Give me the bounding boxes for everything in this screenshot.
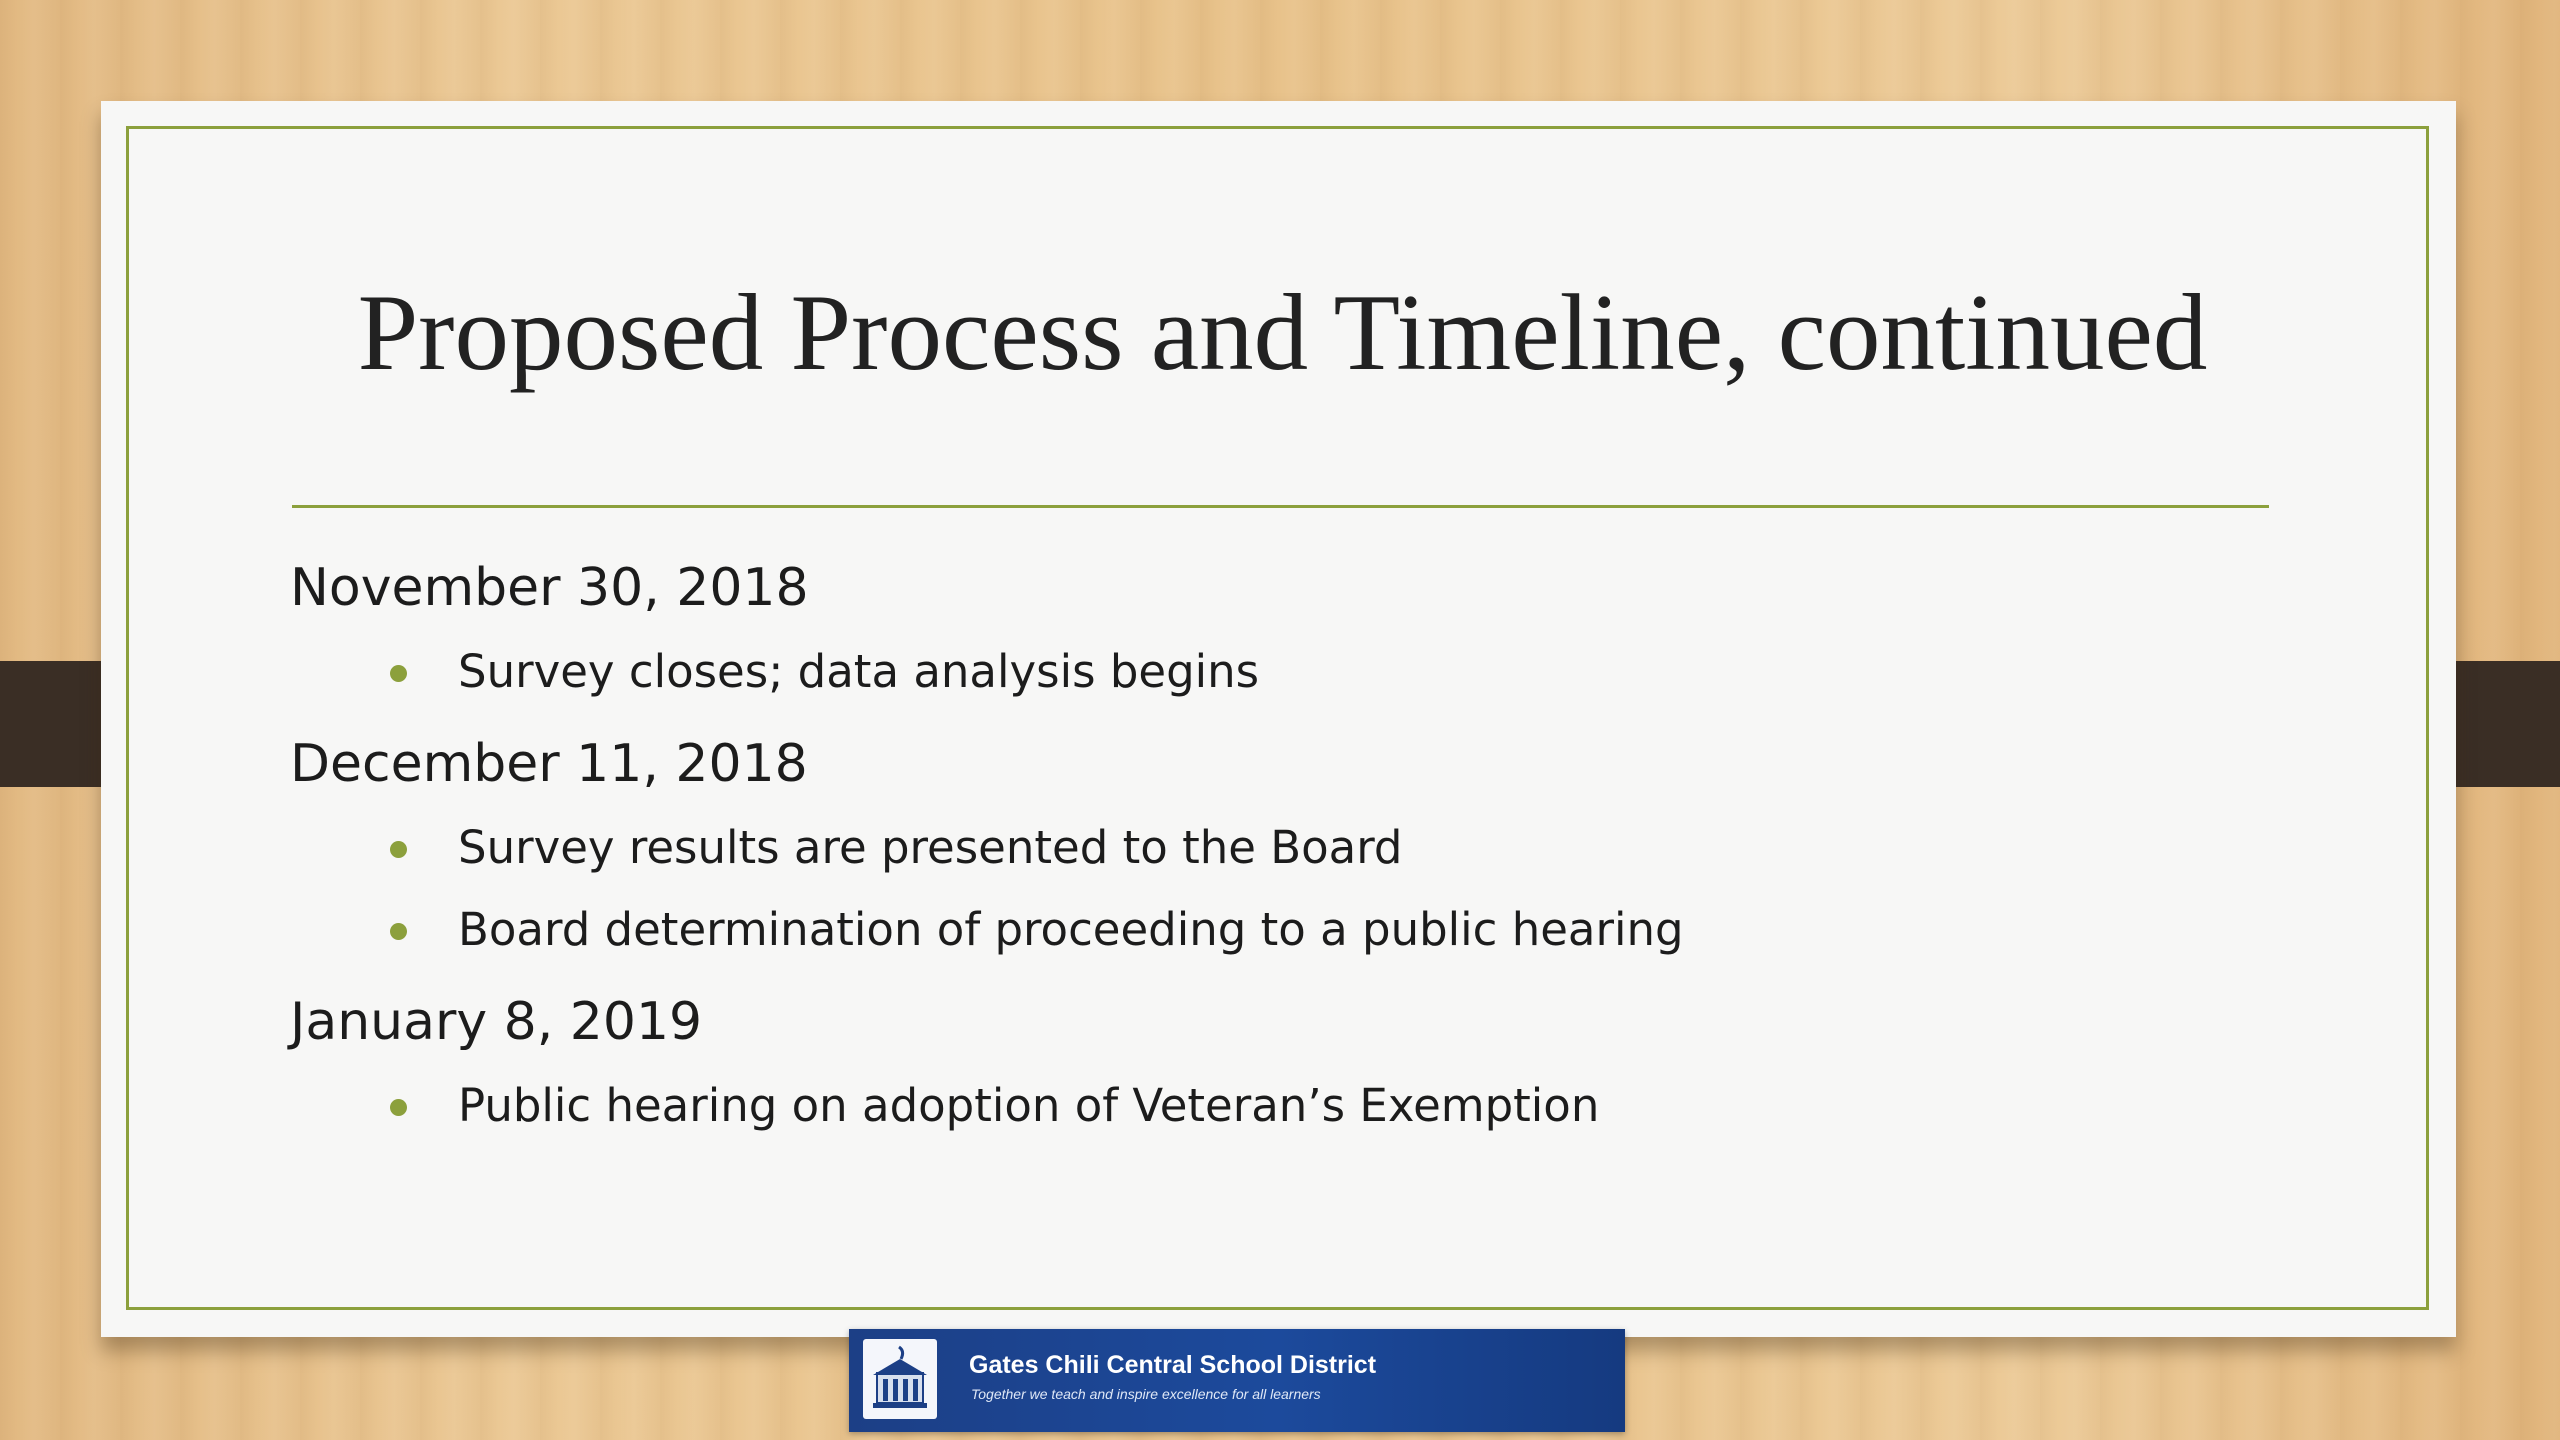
title-divider bbox=[292, 505, 2269, 508]
district-name: Gates Chili Central School District bbox=[969, 1351, 1377, 1379]
bullet-dot-icon bbox=[390, 923, 407, 940]
bullet-item bbox=[290, 1072, 2190, 1140]
timeline bbox=[290, 548, 2190, 1158]
bullet-list bbox=[290, 1072, 2190, 1140]
bullet-item bbox=[290, 896, 2190, 964]
bullet-text: Survey results are presented to the Board bbox=[458, 821, 1403, 874]
bullet-list bbox=[290, 638, 2190, 706]
bullet-item bbox=[290, 814, 2190, 882]
school-building-icon bbox=[863, 1339, 937, 1419]
timeline-date: January 8, 2019 bbox=[290, 992, 703, 1052]
timeline-date: December 11, 2018 bbox=[290, 734, 808, 794]
bullet-text: Board determination of proceeding to a public hearing bbox=[458, 903, 1684, 956]
slide-title: Proposed Process and Timeline, continued bbox=[357, 272, 2208, 393]
bullet-dot-icon bbox=[390, 665, 407, 682]
bullet-list bbox=[290, 814, 2190, 964]
district-banner bbox=[849, 1329, 1625, 1432]
bullet-dot-icon bbox=[390, 1099, 407, 1116]
bullet-dot-icon bbox=[390, 841, 407, 858]
district-tagline: Together we teach and inspire excellence for all learners bbox=[971, 1386, 1321, 1402]
timeline-date: November 30, 2018 bbox=[290, 558, 809, 618]
bullet-text: Public hearing on adoption of Veteran’s Exemption bbox=[458, 1079, 1600, 1132]
bullet-text: Survey closes; data analysis begins bbox=[458, 645, 1260, 698]
bullet-item bbox=[290, 638, 2190, 706]
